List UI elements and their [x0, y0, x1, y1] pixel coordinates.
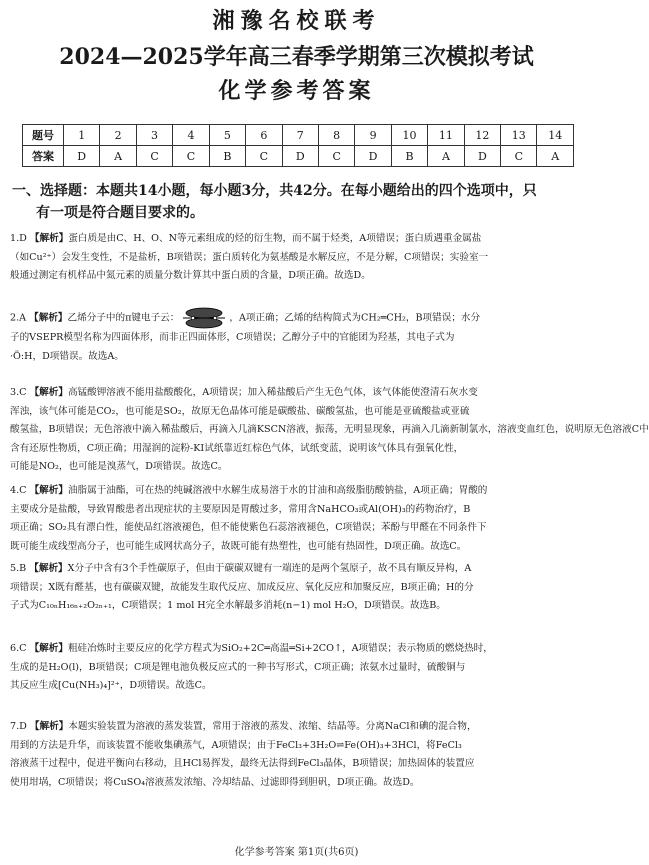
question-number: 1 [64, 125, 100, 146]
item-line: 子的VSEPR模型名称为四面体形，而非正四面体形，C项错误；乙醇分子中的官能团为羟基，其电子式为 [10, 332, 455, 343]
question-number: 4 [173, 125, 209, 146]
question-number: 2 [100, 125, 136, 146]
item-line: 生成的是H₂O(l)，B项错误；C项是锂电池负极反应式的一种书写形式，C项正确；浓氨水过量时，硫酸铜与 [10, 661, 466, 673]
item-line: ，A项正确；乙烯的结构简式为CH₂═CH₂，B项错误；水分 [229, 312, 481, 324]
item-line: 既可能生成线型高分子，也可能生成网状高分子，故既可能有热塑性，也可能有热固性，D项正确。故选C。 [10, 540, 467, 552]
question-number: 11 [428, 125, 464, 146]
item-number: 1.D [10, 233, 27, 244]
row-label-number: 题号 [23, 125, 64, 146]
analysis-tag: 【解析】 [29, 721, 69, 732]
analysis-tag: 【解析】 [29, 233, 69, 244]
item-line: 主要成分是盐酸，导致胃酸患者出现症状的主要原因是胃酸过多，常用含NaHCO₃或Al(OH)₃的药物治疗，B [10, 503, 471, 515]
explanation-item-3 [10, 384, 649, 477]
question-number: 9 [355, 125, 391, 146]
question-number: 5 [209, 125, 245, 146]
answer-cell: D [64, 146, 100, 167]
explanation-item-2 [10, 307, 582, 366]
item-number: 7.D [10, 721, 27, 732]
item-line: ·Ö:H，D项错误。故选A。 [10, 350, 124, 362]
exam-name-title: 2024—2025学年高三春季学期第三次模拟考试 [59, 44, 534, 70]
item-line: 高锰酸钾溶液不能用盐酸酸化，A项错误；加入稀盐酸后产生无色气体，该气体能使澄清石灰水变 [67, 387, 478, 398]
item-line: 其反应生成[Cu(NH₃)₄]²⁺，D项错误。故选C。 [10, 680, 212, 692]
item-line: 本题实验装置为溶液的蒸发装置，常用于溶液的蒸发、浓缩、结晶等。分离NaCl和碘的混合物， [68, 721, 477, 732]
answer-cell: C [136, 146, 172, 167]
item-number: 6.C [10, 643, 27, 654]
row-label-answer: 答案 [23, 146, 64, 167]
item-number: 5.B [10, 563, 27, 574]
analysis-tag: 【解析】 [29, 485, 68, 496]
item-number: 4.C [10, 485, 27, 496]
item-line: （如Cu²⁺）会发生变性，不是盐析，B项错误；蛋白质转化为氨基酸是水解反应，不是分解，C项错误；实验室一 [10, 251, 489, 263]
answer-key-title: 化学参考答案 [218, 78, 375, 104]
analysis-tag: 【解析】 [29, 563, 68, 574]
page-footer: 化学参考答案 第1页(共6页) [234, 847, 359, 858]
item-line: 含有还原性物质，C项正确；用湿润的淀粉-KI试纸靠近红棕色气体，试纸变蓝，说明该气体具有强氧化性， [10, 442, 464, 454]
explanation-item-6 [10, 640, 582, 696]
answer-cell: C [501, 146, 537, 167]
item-line: 项正确；SO₂具有漂白性，能使品红溶液褪色，但不能使紫色石蕊溶液褪色，C项错误；苯酚与甲醛在不同条件下 [10, 522, 487, 534]
item-line: X分子中含有3个手性碳原子，但由于碳碳双键有一端连的是两个氢原子，故不具有顺反异构，A [67, 563, 472, 574]
question-number: 14 [537, 125, 574, 146]
answer-cell: D [464, 146, 500, 167]
answer-cell: B [391, 146, 427, 167]
item-line: 乙烯分子中的π键电子云： [67, 312, 180, 324]
answer-cell: D [355, 146, 391, 167]
question-number: 12 [464, 125, 500, 146]
question-number: 3 [136, 125, 172, 146]
answer-table-answer-row [23, 146, 574, 167]
question-number: 13 [501, 125, 537, 146]
answer-cell: B [209, 146, 245, 167]
item-line: 粗硅冶炼时主要反应的化学方程式为SiO₂+2C═高温═Si+2CO↑，A项错误；表示物质的燃烧热时， [67, 643, 493, 654]
answer-cell: D [282, 146, 318, 167]
answer-cell: A [537, 146, 574, 167]
item-line: 溶液蒸干过程中，促进平衡向右移动，且HCl易挥发，最终无法得到FeCl₃晶体，B项错误；加热固体的装置应 [10, 758, 475, 770]
answer-table-number-row [23, 125, 574, 146]
section-heading [12, 180, 582, 224]
item-line: 般通过测定有机样品中氮元素的质量分数计算其中蛋白质的含量，D项正确。故选D。 [10, 270, 371, 282]
answer-cell: C [318, 146, 354, 167]
answer-cell: C [173, 146, 209, 167]
section-heading-line: 有一项是符合题目要求的。 [36, 205, 204, 221]
explanation-item-4 [10, 482, 582, 556]
analysis-tag: 【解析】 [29, 643, 68, 654]
explanation-item-7 [10, 718, 582, 792]
answer-cell: A [428, 146, 464, 167]
item-line: 酸氢盐，B项错误；无色溶液中滴入稀盐酸后，再滴入几滴KSCN溶液，振荡，无明显现象，再滴入几滴新制氯水，溶液变血红色，说明原无色溶液C中 [10, 424, 649, 436]
item-line: 使用坩埚，C项错误；将CuSO₄溶液蒸发浓缩、冷却结晶、过滤即得到胆矾，D项正确。故选D。 [10, 776, 420, 788]
answer-cell: C [246, 146, 282, 167]
item-line: 子式为C₁₀ₙH₁₆ₙ₊₂O₂ₙ₊₁，C项错误；1 mol H完全水解最多消耗(n−1) mol H₂O，D项错误。故选B。 [10, 600, 446, 612]
question-number: 6 [246, 125, 282, 146]
item-line: 用到的方法是升华，而该装置不能收集碘蒸气，A项错误；由于FeCl₃+3H₂O⇌Fe(OH)₃+3HCl，将FeCl₃ [10, 739, 462, 751]
question-number: 10 [391, 125, 427, 146]
exam-org-title: 湘豫名校联考 [212, 8, 381, 34]
pi-bond-electron-cloud-icon [179, 307, 229, 329]
analysis-tag: 【解析】 [29, 312, 68, 324]
answer-cell: A [100, 146, 136, 167]
item-line: 可能是NO₂，也可能是溴蒸气，D项错误。故选C。 [10, 461, 228, 473]
explanation-item-5 [10, 560, 582, 616]
analysis-tag: 【解析】 [29, 387, 68, 398]
item-line: 蛋白质是由C、H、O、N等元素组成的烃的衍生物，而不属于烃类，A项错误；蛋白质遇重金属盐 [68, 233, 482, 244]
question-number: 7 [282, 125, 318, 146]
item-line: 油脂属于油酯，可在热的纯碱溶液中水解生成易溶于水的甘油和高级脂肪酸钠盐，A项正确；胃酸的 [67, 485, 488, 496]
explanation-item-1 [10, 230, 582, 286]
item-line: 项错误；X既有醛基，也有碳碳双键，故能发生取代反应、加成反应、氧化反应和加聚反应，B项正确；H的分 [10, 581, 474, 593]
item-number: 3.C [10, 387, 27, 398]
question-number: 8 [318, 125, 354, 146]
item-number: 2.A [10, 312, 27, 324]
section-heading-line: 一、选择题：本题共14小题，每小题3分，共42分。在每小题给出的四个选项中，只 [12, 183, 537, 199]
item-line: 浑浊，该气体可能是CO₂，也可能是SO₂，故原无色晶体可能是碳酸盐、碳酸氢盐，也可能是亚硫酸盐或亚硫 [10, 405, 470, 417]
answer-table [22, 124, 574, 167]
